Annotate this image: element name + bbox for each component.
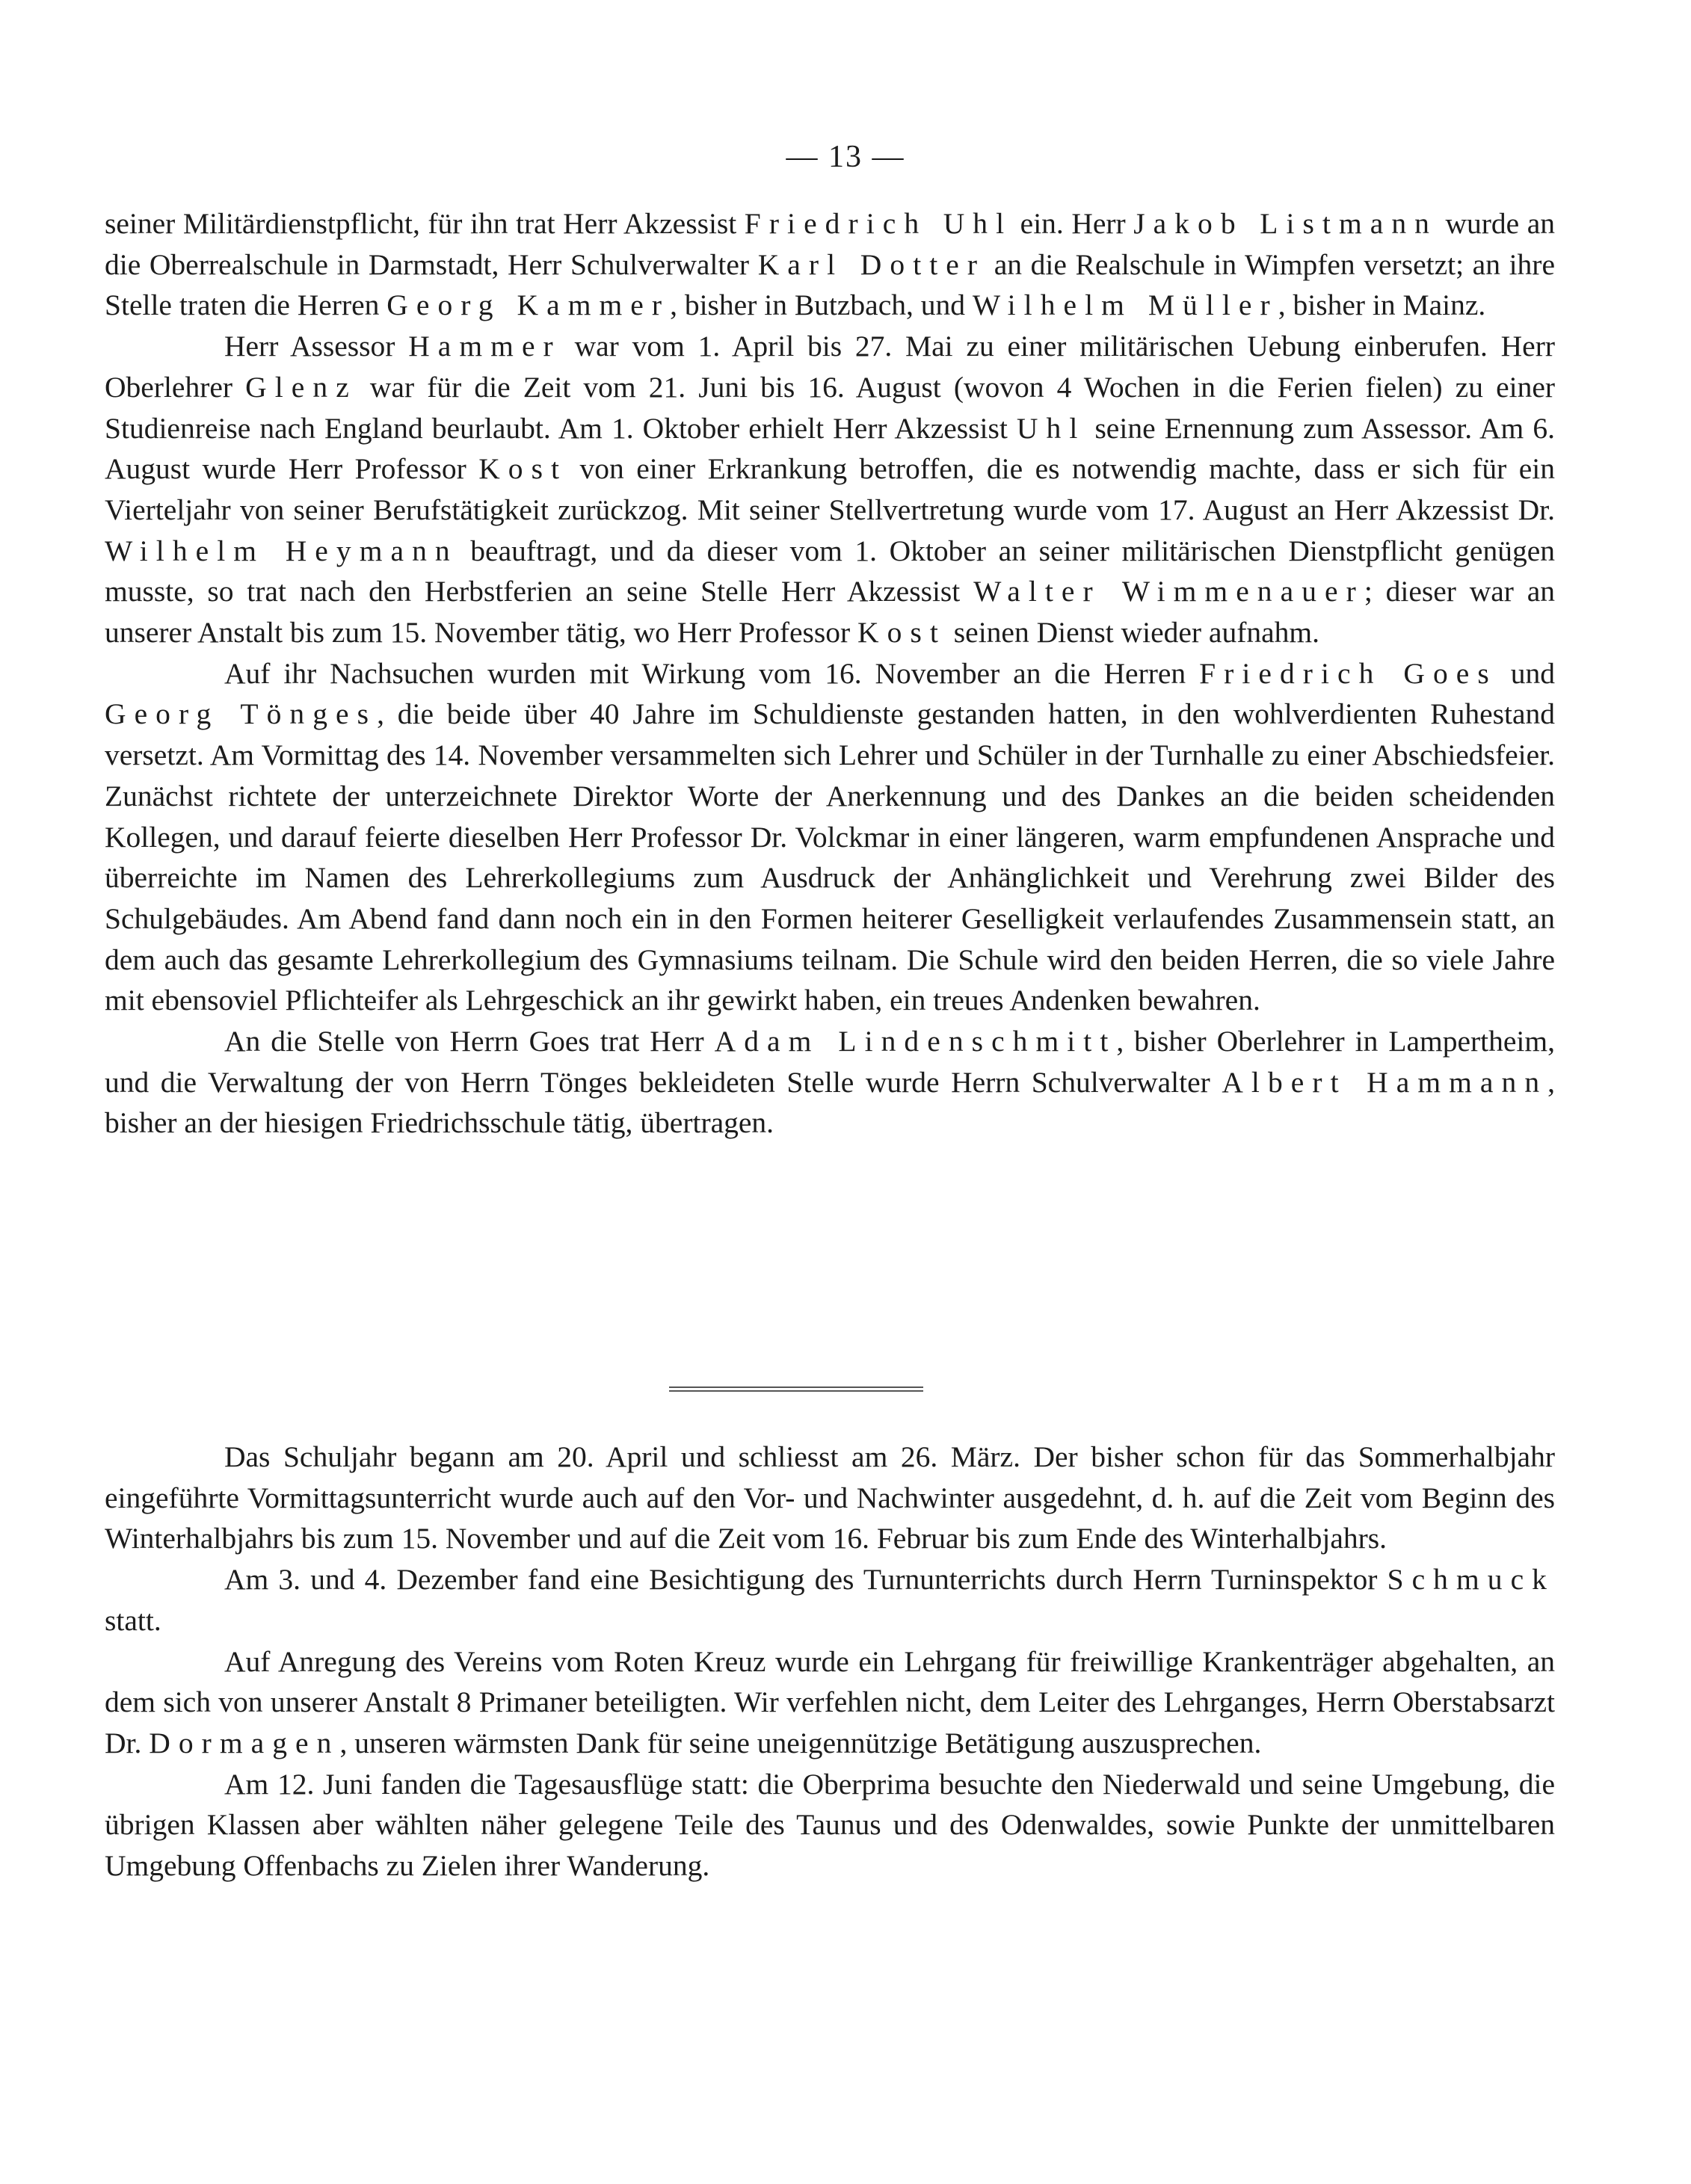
person-name: Georg Tönges bbox=[105, 697, 378, 731]
text-run: , die beide über 40 Jahre im Schuldienste gestanden hatten, in den wohlverdienten Ruhestand versetzt. Am Vormittag des 14. November versammelten sich Lehrer und Schüler in der Turnhalle zu einer Abschiedsfeier. Zunächst richtete der unterzeichnete Direktor Worte der Anerkennung und des Dankes an die beiden scheidenden Kollegen, und darauf feierte dieselben Herr Professor Dr. Volckmar in einer längeren, warm empfundenen Ansprache und überreichte im Namen des Lehrerkollegiums zum Ausdruck der Anhänglichkeit und Verehrung zwei Bilder des Schulgebäudes. Am Abend fand dann noch ein in den Formen heiterer Geselligkeit verlaufendes Zusammensein statt, an dem auch das gesamte Lehrerkollegium des Gymnasiums teilnam. Die Schule wird den beiden Herren, die so viele Jahre mit ebensoviel Pflichteifer als Lehrgeschick an ihr gewirkt haben, ein treues Andenken bewahren. bbox=[105, 697, 1555, 1017]
text-run: Auf ihr Nachsuchen wurden mit Wirkung vom 16. November an die Herren bbox=[224, 656, 1200, 690]
person-name: Adam Lindenschmitt bbox=[714, 1025, 1117, 1058]
person-name: Karl Dotter bbox=[757, 247, 986, 281]
text-run: , bisher an der hiesigen Friedrichsschule tätig, übertragen. bbox=[105, 1065, 1556, 1140]
text-run: war vom 1. April bis 27. Mai zu einer militärischen Uebung einberufen. Herr Oberlehrer bbox=[105, 330, 1555, 404]
text-run: statt. bbox=[105, 1603, 161, 1637]
text-run: von einer Erkrankung betroffen, die es notwendig machte, dass er sich für ein Vierteljahr von seiner Berufstätigkeit zurückzog. Mit seiner Stellvertretung wurde vom 17. August an Herr Akzessist Dr. bbox=[105, 452, 1556, 526]
paragraph bbox=[105, 1437, 1555, 1559]
person-name: Wilhelm Müller bbox=[972, 289, 1278, 322]
person-name: Kost bbox=[478, 452, 568, 486]
paragraph bbox=[105, 203, 1555, 326]
person-name: Hammer bbox=[408, 330, 561, 363]
page-number: — 13 — bbox=[786, 140, 905, 174]
person-name: Schmuck bbox=[1387, 1563, 1555, 1597]
text-run: ein. Herr bbox=[1012, 207, 1134, 240]
paragraph bbox=[105, 1021, 1555, 1144]
text-run: ; dieser war an unserer Anstalt bis zum 15. November tätig, wo Herr Professor bbox=[105, 575, 1555, 650]
text-run: Das Schuljahr begann am 20. April und schliesst am 26. März. Der bisher schon für das Sommerhalbjahr eingeführte Vormittagsunterricht wurde auch auf den Vor- und Nachwinter ausgedehnt, d. h. auf die Zeit vom Beginn des Winterhalbjahrs bis zum 15. November und auf die Zeit vom 16. Februar bis zum Ende des Winterhalbjahrs. bbox=[105, 1440, 1555, 1555]
person-name: Albert Hammann bbox=[1222, 1065, 1548, 1099]
text-run: Am 3. und 4. Dezember fand eine Besichtigung des Turnunterrichts durch Herrn Turninspektor bbox=[224, 1563, 1387, 1597]
person-name: Jakob Listmann bbox=[1133, 207, 1438, 240]
text-run: seiner Militärdienstpflicht, für ihn trat Herr Akzessist bbox=[105, 207, 745, 240]
person-name: Glenz bbox=[245, 370, 357, 404]
text-run: seinen Dienst wieder aufnahm. bbox=[946, 616, 1319, 650]
paragraph bbox=[105, 1559, 1555, 1641]
person-name: Walter Wimmenauer bbox=[973, 575, 1364, 608]
person-name: Georg Kammer bbox=[386, 289, 671, 322]
text-run: war für die Zeit vom 21. Juni bis 16. August (wovon 4 Wochen in die Ferien fielen) zu einer Studienreise nach England beurlaubt. Am 1. Oktober erhielt Herr Akzessist bbox=[105, 370, 1556, 445]
text-run: an die Realschule in Wimpfen versetzt; an ihre Stelle traten die Herren bbox=[105, 247, 1555, 322]
section-staff-changes bbox=[105, 203, 1555, 1144]
text-run: und bbox=[1497, 656, 1556, 690]
text-run: wurde an die Oberrealschule in Darmstadt, Herr Schulverwalter bbox=[105, 207, 1555, 281]
person-name: Kost bbox=[857, 616, 946, 650]
section-school-year bbox=[105, 1437, 1555, 1887]
person-name: Uhl bbox=[1016, 411, 1086, 445]
text-run: beauftragt, und da dieser vom 1. Oktober an seiner militärischen Dienstpflicht genügen musste, so trat nach den Herbstferien an seine Stelle Herr Akzessist bbox=[105, 534, 1555, 608]
text-run: , unseren wärmsten Dank für seine uneigennützige Betätigung auszusprechen. bbox=[339, 1726, 1262, 1759]
text-run: , bisher in Mainz. bbox=[1278, 289, 1486, 322]
section-divider bbox=[669, 1386, 923, 1392]
person-name: Friedrich Uhl bbox=[744, 207, 1013, 240]
paragraph bbox=[105, 1764, 1555, 1887]
text-run: Am 12. Juni fanden die Tagesausflüge statt: die Oberprima besuchte den Niederwald und seine Umgebung, die übrigen Klassen aber wählten näher gelegene Teile des Taunus und des Odenwaldes, sowie Punkte der unmittelbaren Umgebung Offenbachs zu Zielen ihrer Wanderung. bbox=[105, 1767, 1555, 1883]
paragraph bbox=[105, 326, 1555, 653]
text-run: seine Ernennung zum Assessor. Am 6. August wurde Herr Professor bbox=[105, 411, 1555, 486]
person-name: Friedrich Goes bbox=[1199, 656, 1497, 690]
person-name: Wilhelm Heymann bbox=[105, 534, 458, 567]
text-run: Auf Anregung des Vereins vom Roten Kreuz wurde ein Lehrgang für freiwillige Krankenträger abgehalten, an dem sich von unserer Anstalt 8 Primaner beteiligten. Wir verfehlen nicht, dem Leiter des Lehrganges, Herrn Oberstabsarzt Dr. bbox=[105, 1644, 1555, 1759]
text-run: Herr Assessor bbox=[224, 330, 409, 363]
text-run: , bisher Oberlehrer in Lampertheim, und die Verwaltung der von Herrn Tönges bekleideten Stelle wurde Herrn Schulverwalter bbox=[105, 1025, 1555, 1099]
paragraph bbox=[105, 653, 1555, 1021]
text-run: An die Stelle von Herrn Goes trat Herr bbox=[224, 1025, 715, 1058]
paragraph bbox=[105, 1641, 1555, 1764]
person-name: Dormagen bbox=[149, 1726, 340, 1759]
text-run: , bisher in Butzbach, und bbox=[670, 289, 973, 322]
